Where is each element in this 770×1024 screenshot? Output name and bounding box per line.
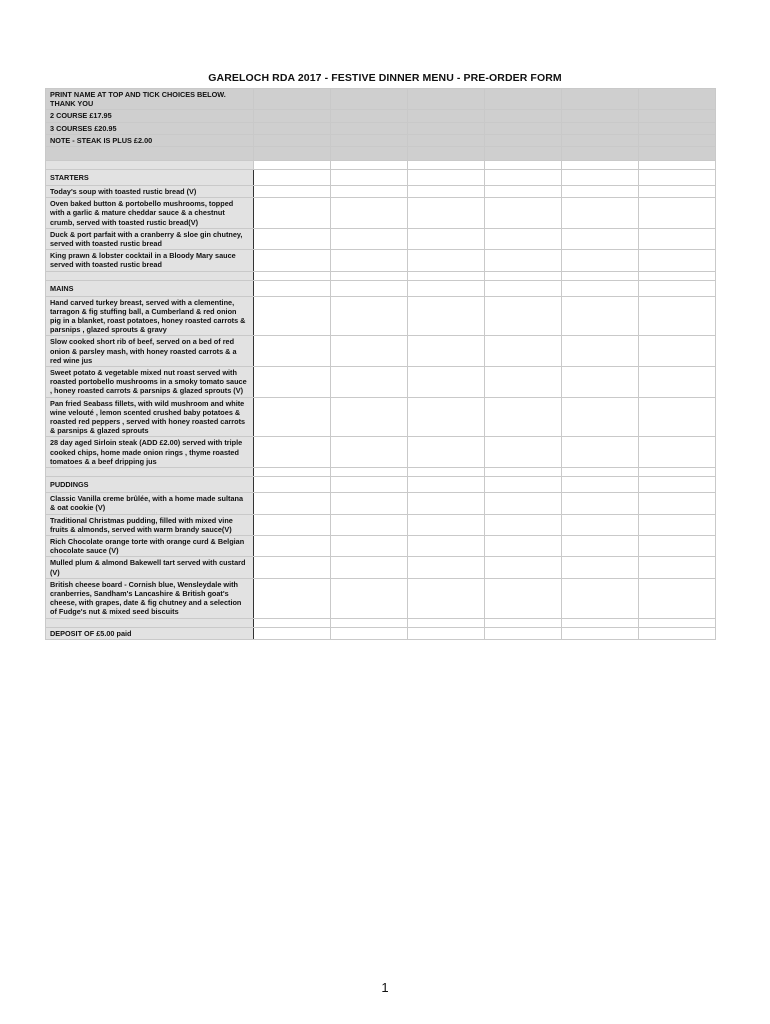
- tick-cell[interactable]: [562, 228, 639, 249]
- spacer-row: [46, 468, 716, 477]
- tick-cell[interactable]: [485, 336, 562, 367]
- deposit-label: DEPOSIT OF £5.00 paid: [46, 627, 254, 639]
- tick-cell[interactable]: [639, 186, 716, 198]
- tick-cell[interactable]: [639, 578, 716, 618]
- section-heading: PUDDINGS: [46, 477, 254, 493]
- section-heading-row: [46, 170, 716, 186]
- tick-cell[interactable]: [408, 437, 485, 468]
- tick-cell[interactable]: [485, 296, 562, 336]
- tick-cell: [562, 89, 639, 110]
- tick-cell[interactable]: [639, 535, 716, 556]
- tick-cell[interactable]: [254, 535, 331, 556]
- menu-item-row: [46, 367, 716, 398]
- tick-cell[interactable]: [331, 627, 408, 639]
- tick-cell[interactable]: [254, 296, 331, 336]
- tick-cell: [562, 161, 639, 170]
- tick-cell[interactable]: [485, 280, 562, 296]
- spacer-row: [46, 618, 716, 627]
- tick-cell[interactable]: [485, 397, 562, 437]
- tick-cell: [331, 468, 408, 477]
- tick-cell[interactable]: [562, 397, 639, 437]
- tick-cell[interactable]: [408, 557, 485, 578]
- tick-cell[interactable]: [408, 535, 485, 556]
- section-heading-row: [46, 477, 716, 493]
- tick-cell[interactable]: [562, 336, 639, 367]
- spacer-cell: [46, 468, 254, 477]
- tick-cell[interactable]: [254, 367, 331, 398]
- tick-cell: [254, 468, 331, 477]
- tick-cell[interactable]: [331, 186, 408, 198]
- tick-cell[interactable]: [485, 186, 562, 198]
- menu-item-label: Oven baked button & portobello mushrooms, topped with a garlic & mature cheddar sauce & a chestnut crumb, served with toasted rustic bread(V): [46, 198, 254, 229]
- tick-cell: [562, 110, 639, 122]
- tick-cell[interactable]: [331, 437, 408, 468]
- tick-cell: [254, 122, 331, 134]
- tick-cell: [639, 468, 716, 477]
- tick-cell: [408, 110, 485, 122]
- tick-cell[interactable]: [331, 170, 408, 186]
- tick-cell[interactable]: [331, 228, 408, 249]
- tick-cell[interactable]: [254, 437, 331, 468]
- tick-cell: [331, 147, 408, 161]
- tick-cell: [331, 110, 408, 122]
- menu-item-label: British cheese board - Cornish blue, Wensleydale with cranberries, Sandham's Lancashire & British goat's cheese, with grapes, date & fig chutney and a selection of Fudge's nut & mixed seed biscuits: [46, 578, 254, 618]
- tick-cell[interactable]: [485, 578, 562, 618]
- header-row: [46, 89, 716, 110]
- tick-cell: [408, 161, 485, 170]
- tick-cell[interactable]: [562, 557, 639, 578]
- tick-cell: [639, 122, 716, 134]
- section-heading: STARTERS: [46, 170, 254, 186]
- tick-cell: [485, 110, 562, 122]
- tick-cell[interactable]: [254, 170, 331, 186]
- tick-cell[interactable]: [331, 250, 408, 271]
- tick-cell[interactable]: [485, 514, 562, 535]
- tick-cell[interactable]: [331, 578, 408, 618]
- tick-cell[interactable]: [331, 514, 408, 535]
- tick-cell: [485, 122, 562, 134]
- tick-cell: [254, 134, 331, 146]
- tick-cell[interactable]: [639, 367, 716, 398]
- menu-item-label: Hand carved turkey breast, served with a clementine, tarragon & fig stuffing ball, a Cumberland & red onion pig in a blanket, roast potatoes, honey roasted carrots & parsnips , glazed sprouts & gravy: [46, 296, 254, 336]
- tick-cell: [562, 122, 639, 134]
- form-title: GARELOCH RDA 2017 - FESTIVE DINNER MENU - PRE-ORDER FORM: [208, 72, 562, 84]
- tick-cell[interactable]: [331, 280, 408, 296]
- tick-cell[interactable]: [408, 397, 485, 437]
- menu-item-row: [46, 397, 716, 437]
- tick-cell[interactable]: [562, 367, 639, 398]
- tick-cell: [485, 618, 562, 627]
- tick-cell: [254, 271, 331, 280]
- tick-cell[interactable]: [485, 367, 562, 398]
- tick-cell[interactable]: [331, 198, 408, 229]
- menu-item-row: [46, 493, 716, 514]
- tick-cell[interactable]: [408, 627, 485, 639]
- header-label: NOTE - STEAK IS PLUS £2.00: [46, 134, 254, 146]
- header-label: 3 COURSES £20.95: [46, 122, 254, 134]
- tick-cell: [639, 147, 716, 161]
- tick-cell: [639, 134, 716, 146]
- tick-cell[interactable]: [639, 437, 716, 468]
- tick-cell: [408, 147, 485, 161]
- tick-cell: [485, 134, 562, 146]
- menu-item-label: Sweet potato & vegetable mixed nut roast served with roasted portobello mushrooms in a smoky tomato sauce , honey roasted carrots & parsnips & glazed sprouts (V): [46, 367, 254, 398]
- tick-cell: [331, 618, 408, 627]
- tick-cell[interactable]: [485, 557, 562, 578]
- menu-item-label: Mulled plum & almond Bakewell tart served with custard (V): [46, 557, 254, 578]
- menu-item-row: [46, 296, 716, 336]
- header-row: [46, 122, 716, 134]
- tick-cell[interactable]: [639, 493, 716, 514]
- tick-cell[interactable]: [254, 493, 331, 514]
- spacer-row: [46, 161, 716, 170]
- tick-cell: [639, 161, 716, 170]
- tick-cell: [331, 89, 408, 110]
- tick-cell: [639, 110, 716, 122]
- tick-cell[interactable]: [485, 437, 562, 468]
- menu-item-row: [46, 557, 716, 578]
- tick-cell: [485, 271, 562, 280]
- spacer-row: [46, 271, 716, 280]
- tick-cell[interactable]: [485, 250, 562, 271]
- tick-cell[interactable]: [331, 397, 408, 437]
- section-heading-row: [46, 280, 716, 296]
- tick-cell[interactable]: [331, 336, 408, 367]
- tick-cell[interactable]: [562, 280, 639, 296]
- tick-cell[interactable]: [562, 170, 639, 186]
- tick-cell[interactable]: [408, 198, 485, 229]
- tick-cell: [331, 161, 408, 170]
- tick-cell: [254, 161, 331, 170]
- tick-cell: [485, 147, 562, 161]
- tick-cell[interactable]: [408, 186, 485, 198]
- tick-cell[interactable]: [408, 250, 485, 271]
- tick-cell: [639, 271, 716, 280]
- tick-cell: [254, 618, 331, 627]
- spacer-cell: [46, 161, 254, 170]
- tick-cell: [562, 271, 639, 280]
- tick-cell: [254, 147, 331, 161]
- tick-cell[interactable]: [331, 477, 408, 493]
- tick-cell[interactable]: [254, 557, 331, 578]
- tick-cell: [408, 134, 485, 146]
- menu-item-label: Duck & port parfait with a cranberry & sloe gin chutney, served with toasted rustic bread: [46, 228, 254, 249]
- spacer-cell: [46, 147, 254, 161]
- tick-cell[interactable]: [639, 198, 716, 229]
- tick-cell: [485, 468, 562, 477]
- tick-cell[interactable]: [639, 170, 716, 186]
- tick-cell: [331, 271, 408, 280]
- tick-cell[interactable]: [639, 627, 716, 639]
- header-row: [46, 110, 716, 122]
- section-heading: MAINS: [46, 280, 254, 296]
- tick-cell[interactable]: [331, 493, 408, 514]
- menu-item-row: [46, 250, 716, 271]
- menu-item-row: [46, 198, 716, 229]
- header-row: [46, 134, 716, 146]
- tick-cell: [639, 618, 716, 627]
- tick-cell: [408, 89, 485, 110]
- tick-cell[interactable]: [408, 170, 485, 186]
- tick-cell[interactable]: [408, 514, 485, 535]
- tick-cell[interactable]: [562, 493, 639, 514]
- menu-item-label: Traditional Christmas pudding, filled with mixed vine fruits & almonds, served with warm brandy sauce(V): [46, 514, 254, 535]
- tick-cell[interactable]: [254, 477, 331, 493]
- tick-cell[interactable]: [562, 514, 639, 535]
- header-label: 2 COURSE £17.95: [46, 110, 254, 122]
- tick-cell[interactable]: [639, 280, 716, 296]
- tick-cell[interactable]: [562, 627, 639, 639]
- menu-item-row: [46, 514, 716, 535]
- menu-item-label: Today's soup with toasted rustic bread (V): [46, 186, 254, 198]
- tick-cell[interactable]: [408, 280, 485, 296]
- tick-cell[interactable]: [408, 228, 485, 249]
- tick-cell[interactable]: [408, 477, 485, 493]
- tick-cell[interactable]: [254, 578, 331, 618]
- pre-order-table: [45, 88, 716, 640]
- tick-cell: [408, 468, 485, 477]
- menu-item-label: King prawn & lobster cocktail in a Bloody Mary sauce served with toasted rustic bread: [46, 250, 254, 271]
- tick-cell[interactable]: [562, 250, 639, 271]
- tick-cell[interactable]: [562, 296, 639, 336]
- tick-cell[interactable]: [408, 336, 485, 367]
- tick-cell[interactable]: [639, 250, 716, 271]
- spacer-cell: [46, 271, 254, 280]
- tick-cell: [254, 89, 331, 110]
- menu-item-row: [46, 228, 716, 249]
- tick-cell[interactable]: [408, 296, 485, 336]
- tick-cell[interactable]: [562, 535, 639, 556]
- tick-cell[interactable]: [254, 514, 331, 535]
- tick-cell[interactable]: [562, 578, 639, 618]
- tick-cell[interactable]: [408, 578, 485, 618]
- tick-cell[interactable]: [331, 535, 408, 556]
- tick-cell[interactable]: [331, 367, 408, 398]
- tick-cell[interactable]: [639, 296, 716, 336]
- tick-cell: [562, 618, 639, 627]
- tick-cell[interactable]: [562, 437, 639, 468]
- tick-cell: [639, 89, 716, 110]
- tick-cell[interactable]: [254, 336, 331, 367]
- tick-cell: [562, 147, 639, 161]
- tick-cell[interactable]: [562, 477, 639, 493]
- tick-cell[interactable]: [639, 397, 716, 437]
- tick-cell: [485, 89, 562, 110]
- deposit-row: [46, 627, 716, 639]
- tick-cell[interactable]: [254, 186, 331, 198]
- tick-cell[interactable]: [254, 228, 331, 249]
- tick-cell[interactable]: [331, 296, 408, 336]
- tick-cell: [331, 122, 408, 134]
- tick-cell: [254, 110, 331, 122]
- tick-cell[interactable]: [639, 557, 716, 578]
- menu-item-label: Pan fried Seabass fillets, with wild mushroom and white wine velouté , lemon scented crushed baby potatoes & roasted red peppers , served with honey roasted carrots & parsnips & glazed sprouts: [46, 397, 254, 437]
- tick-cell[interactable]: [254, 627, 331, 639]
- menu-item-row: [46, 336, 716, 367]
- tick-cell[interactable]: [254, 198, 331, 229]
- tick-cell[interactable]: [639, 336, 716, 367]
- spacer-cell: [46, 618, 254, 627]
- page-number: 1: [381, 980, 389, 995]
- menu-item-label: Classic Vanilla creme brûlée, with a home made sultana & oat cookie (V): [46, 493, 254, 514]
- tick-cell: [408, 122, 485, 134]
- tick-cell: [485, 161, 562, 170]
- tick-cell[interactable]: [485, 477, 562, 493]
- tick-cell[interactable]: [408, 493, 485, 514]
- menu-item-row: [46, 535, 716, 556]
- tick-cell[interactable]: [485, 535, 562, 556]
- menu-item-row: [46, 186, 716, 198]
- tick-cell[interactable]: [639, 228, 716, 249]
- menu-item-row: [46, 578, 716, 618]
- menu-item-label: Slow cooked short rib of beef, served on a bed of red onion & parsley mash, with honey roasted carrots & a red wine jus: [46, 336, 254, 367]
- menu-item-row: [46, 437, 716, 468]
- tick-cell[interactable]: [408, 367, 485, 398]
- tick-cell[interactable]: [254, 280, 331, 296]
- tick-cell[interactable]: [562, 198, 639, 229]
- tick-cell: [408, 271, 485, 280]
- header-spacer-row: [46, 147, 716, 161]
- menu-item-label: 28 day aged Sirloin steak (ADD £2.00) served with triple cooked chips, home made onion rings , thyme roasted tomatoes & a beef dripping jus: [46, 437, 254, 468]
- tick-cell[interactable]: [331, 557, 408, 578]
- tick-cell[interactable]: [485, 493, 562, 514]
- tick-cell[interactable]: [485, 198, 562, 229]
- tick-cell[interactable]: [254, 397, 331, 437]
- tick-cell[interactable]: [562, 186, 639, 198]
- tick-cell: [408, 618, 485, 627]
- menu-item-label: Rich Chocolate orange torte with orange curd & Belgian chocolate sauce (V): [46, 535, 254, 556]
- tick-cell[interactable]: [485, 170, 562, 186]
- tick-cell: [331, 134, 408, 146]
- tick-cell[interactable]: [485, 627, 562, 639]
- tick-cell: [562, 468, 639, 477]
- tick-cell[interactable]: [639, 514, 716, 535]
- tick-cell[interactable]: [254, 250, 331, 271]
- tick-cell[interactable]: [485, 228, 562, 249]
- tick-cell[interactable]: [639, 477, 716, 493]
- header-label: PRINT NAME AT TOP AND TICK CHOICES BELOW. THANK YOU: [46, 89, 254, 110]
- tick-cell: [562, 134, 639, 146]
